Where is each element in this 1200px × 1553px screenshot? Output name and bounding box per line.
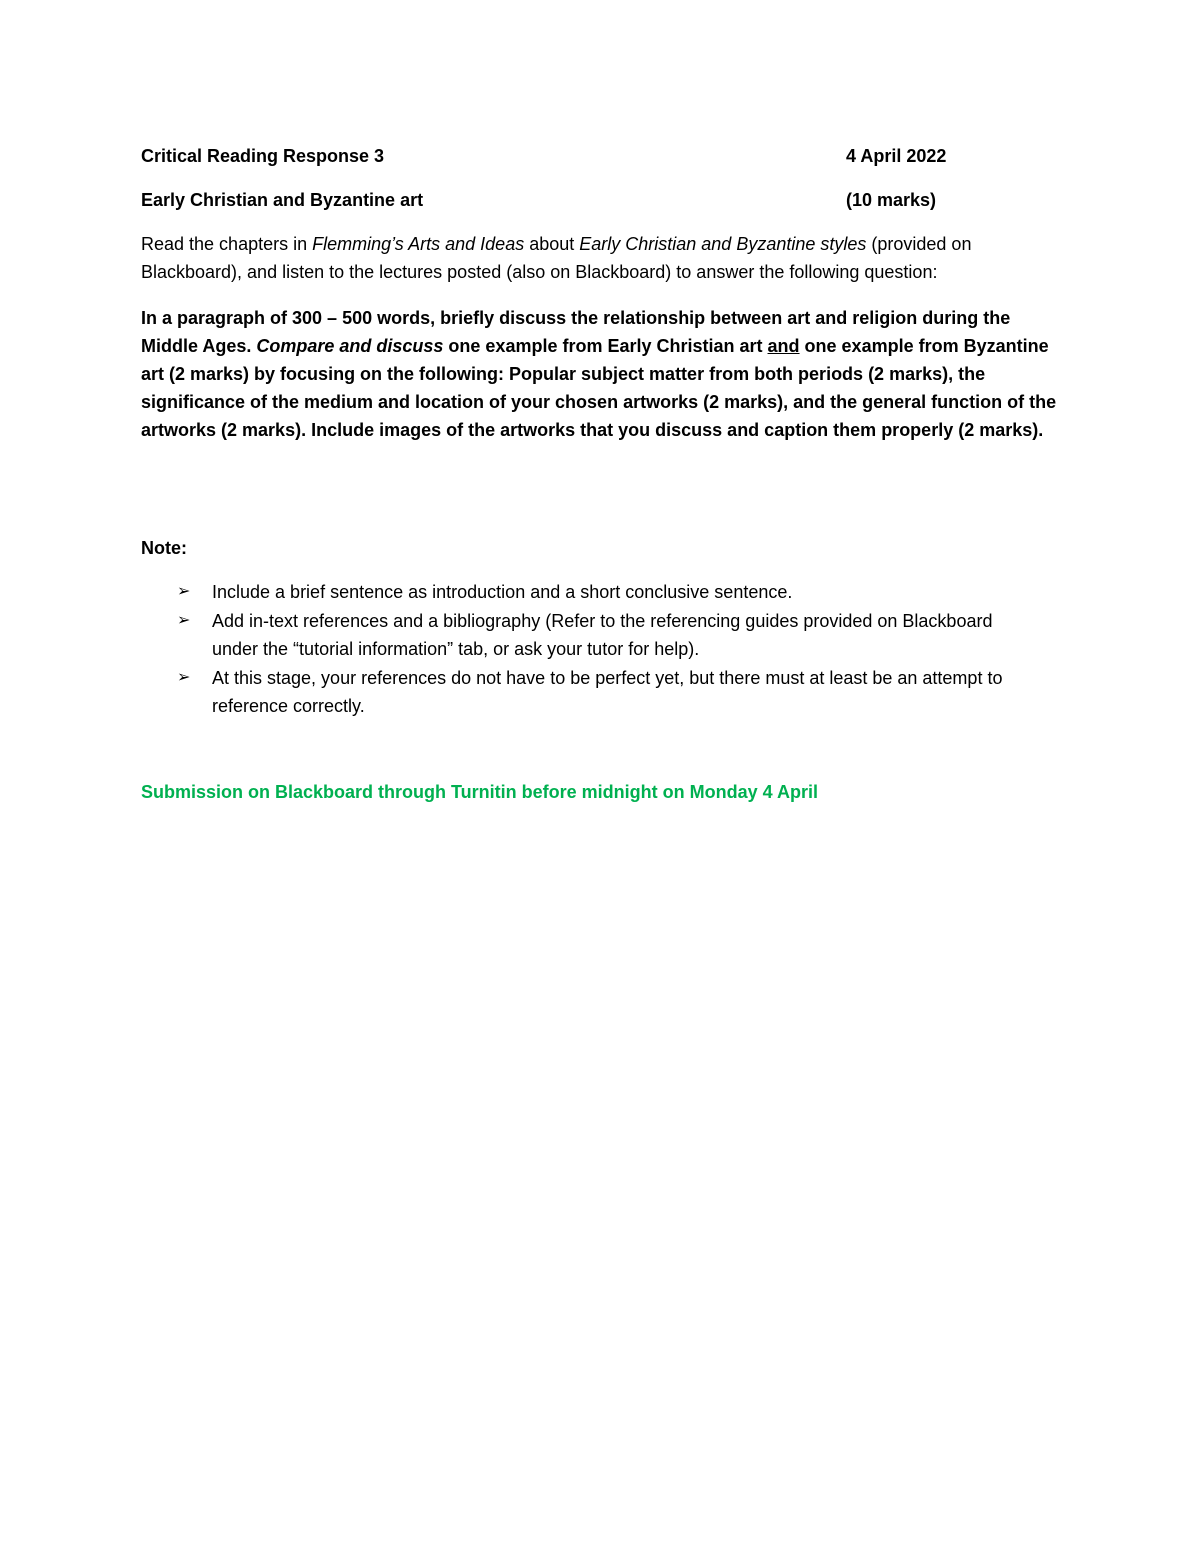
- list-item: [141, 664, 1021, 720]
- intro-book-title: Flemming’s Arts and Ideas: [312, 234, 525, 254]
- document-date: 4 April 2022: [846, 146, 947, 166]
- task-emphasis: Compare and discuss: [256, 336, 444, 356]
- task-paragraph: [141, 304, 1061, 444]
- header-row-title: [141, 144, 961, 168]
- arrow-bullet-icon: ➢: [177, 583, 191, 600]
- submission-notice: Submission on Blackboard through Turnitin before midnight on Monday 4 April: [141, 782, 818, 802]
- document-subtitle: Early Christian and Byzantine art: [141, 190, 424, 210]
- note-item-text: At this stage, your references do not have to be perfect yet, but there must at least be an attempt to reference correctly.: [212, 668, 1003, 716]
- arrow-bullet-icon: ➢: [177, 612, 191, 629]
- note-item-text: Add in-text references and a bibliography (Refer to the referencing guides provided on Blackboard under the “tutorial information” tab, or ask your tutor for help).: [212, 611, 993, 659]
- arrow-bullet-icon: ➢: [177, 669, 191, 686]
- task-text-2: one example from Early Christian art: [443, 336, 768, 356]
- intro-paragraph: [141, 230, 1056, 286]
- intro-text-3: (provided on Blackboard), and listen to the lectures posted (also on Blackboard) to answer the following question:: [141, 234, 972, 282]
- task-text-1: In a paragraph of 300 – 500 words, briefly discuss the relationship between art and religion during the Middle Ages.: [141, 308, 1011, 356]
- intro-topic: Early Christian and Byzantine styles: [579, 234, 867, 254]
- note-item-text: Include a brief sentence as introduction and a short conclusive sentence.: [212, 582, 793, 602]
- task-underlined-and: and: [767, 336, 800, 356]
- document-title: Critical Reading Response 3: [141, 146, 385, 166]
- header-row-subtitle: [141, 188, 961, 212]
- intro-text-1: Read the chapters in: [141, 234, 313, 254]
- list-item: [141, 578, 1021, 606]
- task-text-3: one example from Byzantine art (2 marks) by focusing on the following: Popular subject matter from both periods (2 marks), the significance of the medium and location of your chosen artworks (2 marks), and the general function of the artworks (2 marks). Include images of the artworks that you discuss and caption them properly (2 marks).: [141, 336, 1057, 440]
- total-marks: (10 marks): [846, 190, 937, 210]
- list-item: [141, 607, 1021, 663]
- intro-text-2: about: [524, 234, 580, 254]
- note-label: Note:: [141, 538, 187, 558]
- note-list: [141, 578, 1021, 721]
